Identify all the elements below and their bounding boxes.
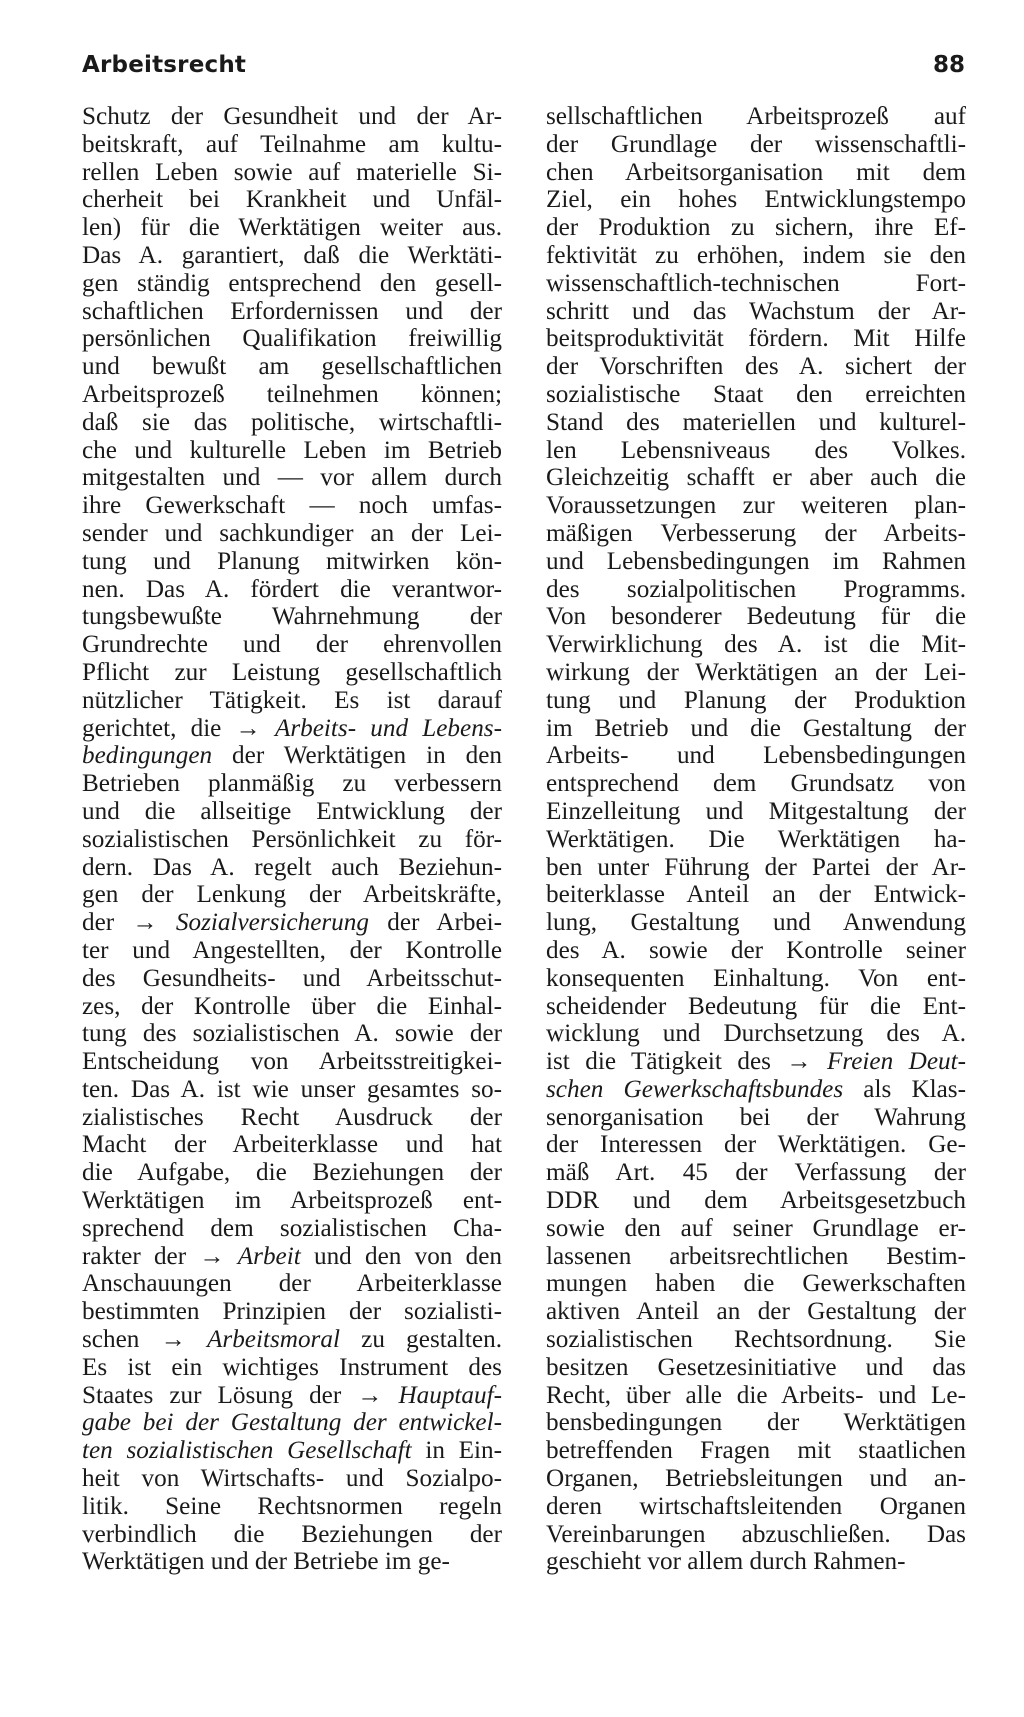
text-segment: schen → [82,1326,207,1354]
text-segment: und bewußt am gesellschaftlichen [82,353,502,381]
cross-reference: Freien Deut- [827,1048,966,1076]
text-column-right [546,103,966,1576]
text-segment: aktiven Anteil an der Gestaltung der [546,1298,966,1326]
text-line [82,1465,502,1493]
text-line [82,715,502,743]
text-line [82,464,502,492]
text-segment: entsprechend dem Grundsatz von [546,770,966,798]
text-line [546,131,966,159]
text-segment: in Ein- [411,1437,502,1465]
text-segment: fektivität zu erhöhen, indem sie den [546,241,966,269]
text-segment: und den von den [300,1242,502,1270]
text-line [546,798,966,826]
text-segment: che und kulturelle Leben im Betrieb [82,436,502,464]
text-line [82,798,502,826]
text-segment: sender und sachkundiger an der Lei- [82,519,502,547]
cross-reference: gabe bei der Gestaltung der entwickel- [82,1409,502,1437]
text-segment: dern. Das A. regelt auch Beziehun- [82,853,502,881]
text-segment: gerichtet, die → [82,714,275,742]
text-line [546,1076,966,1104]
text-segment: tungsbewußte Wahrnehmung der [82,603,502,631]
text-segment: bestimmten Prinzipien der sozialisti- [82,1298,502,1326]
text-segment: des Gesundheits- und Arbeitsschut- [82,964,502,992]
text-segment: sprechend dem sozialistischen Cha- [82,1214,502,1242]
cross-reference: bedingungen [82,742,213,770]
text-line [546,437,966,465]
text-line [546,1437,966,1465]
text-line [82,103,502,131]
text-segment: nen. Das A. fördert die verantwor- [82,575,502,603]
text-line [82,1048,502,1076]
text-line [82,993,502,1021]
text-line [546,659,966,687]
page-title: Arbeitsrecht [82,52,247,78]
text-line [82,492,502,520]
text-segment: Das A. garantiert, daß die Werktäti- [82,241,502,269]
text-line [82,1493,502,1521]
text-line [82,937,502,965]
text-segment: deren wirtschaftsleitenden Organen [546,1492,966,1520]
text-segment: rakter der → [82,1242,238,1270]
text-segment: geschieht vor allem durch Rahmen- [546,1548,906,1576]
text-line [546,1104,966,1132]
text-line [546,242,966,270]
text-segment: Recht, über alle die Arbeits- und Le- [546,1381,966,1409]
text-segment: lung, Gestaltung und Anwendung [546,909,966,937]
text-segment: die Aufgabe, die Beziehungen der [82,1159,502,1187]
cross-reference: Arbeit [237,1242,301,1270]
text-segment: Werktätigen. Die Werktätigen ha- [546,825,966,853]
cross-reference: ten sozialistischen Gesellschaft [82,1437,412,1465]
text-line [546,1048,966,1076]
text-segment: Vereinbarungen abzuschließen. Das [546,1520,966,1548]
text-line [546,687,966,715]
text-line [546,325,966,353]
text-line [82,353,502,381]
text-segment: schritt und das Wachstum der Ar- [546,297,966,325]
text-segment: Werktätigen und der Betriebe im ge- [82,1548,450,1576]
text-segment: Pflicht zur Leistung gesellschaftlich [82,658,502,686]
text-line [82,1437,502,1465]
text-line [546,1020,966,1048]
text-line [546,1382,966,1410]
text-segment: chen Arbeitsorganisation mit dem [546,158,966,186]
text-segment: der Produktion zu sichern, ihre Ef- [546,214,966,242]
cross-reference: Arbeitsmoral [207,1326,340,1354]
text-segment: Grundrechte und der ehrenvollen [82,631,502,659]
text-line [82,1409,502,1437]
text-line [546,965,966,993]
text-segment: tung und Planung der Produktion [546,686,966,714]
text-line [82,1159,502,1187]
text-segment: sozialistischen Rechtsordnung. Sie [546,1326,966,1354]
text-segment: senorganisation bei der Wahrung [546,1103,966,1131]
text-segment: der Werktätigen in den [212,742,502,770]
text-segment: Macht der Arbeiterklasse und hat [82,1131,502,1159]
text-segment: sozialistischen Persönlichkeit zu för- [82,825,502,853]
text-line [82,186,502,214]
text-segment: tung und Planung mitwirken kön- [82,547,502,575]
text-segment: Betrieben planmäßig zu verbessern [82,770,502,798]
text-segment: persönlichen Qualifikation freiwillig [82,325,502,353]
text-line [82,325,502,353]
text-segment: zialistisches Recht Ausdruck der [82,1103,502,1131]
text-line [82,576,502,604]
text-segment: Einzelleitung und Mitgestaltung der [546,797,966,825]
text-line [546,881,966,909]
text-line [546,1159,966,1187]
text-segment: Ziel, ein hohes Entwicklungstempo [546,186,966,214]
text-segment: ben unter Führung der Partei der Ar- [546,853,966,881]
text-segment: cherheit bei Krankheit und Unfäl- [82,186,502,214]
text-line [546,770,966,798]
text-line [82,1326,502,1354]
text-line [82,1243,502,1271]
text-line [82,214,502,242]
text-line [546,1243,966,1271]
text-line [82,1215,502,1243]
text-segment: Gleichzeitig schafft er aber auch die [546,464,966,492]
text-line [82,1187,502,1215]
text-line [82,298,502,326]
text-line [546,631,966,659]
text-line [546,298,966,326]
text-line [82,965,502,993]
text-line [546,186,966,214]
text-segment: gen ständig entsprechend den gesell- [82,269,502,297]
text-segment: beiterklasse Anteil an der Entwick- [546,881,966,909]
text-line [546,353,966,381]
text-line [82,242,502,270]
text-segment: Entscheidung von Arbeitsstreitigkei- [82,1048,502,1076]
text-line [82,520,502,548]
text-segment: ter und Angestellten, der Kontrolle [82,936,502,964]
text-segment: Es ist ein wichtiges Instrument des [82,1353,502,1381]
text-segment: sowie den auf seiner Grundlage er- [546,1214,966,1242]
text-segment: konsequenten Einhaltung. Von ent- [546,964,966,992]
text-segment: verbindlich die Beziehungen der [82,1520,502,1548]
text-line [546,103,966,131]
text-segment: beitsproduktivität fördern. Mit Hilfe [546,325,966,353]
text-segment: bensbedingungen der Werktätigen [546,1409,966,1437]
text-line [82,1104,502,1132]
text-segment: ihre Gewerkschaft — noch umfas- [82,492,502,520]
text-line [82,1076,502,1104]
text-line [82,409,502,437]
text-segment: betreffenden Fragen mit staatlichen [546,1437,966,1465]
text-line [546,1548,966,1576]
text-line [546,1131,966,1159]
text-line [82,687,502,715]
text-segment: heit von Wirtschafts- und Sozialpo- [82,1465,502,1493]
text-line [546,159,966,187]
text-segment: wirkung der Werktätigen an der Lei- [546,658,966,686]
text-segment: beitskraft, auf Teilnahme am kultu- [82,130,502,158]
page-number: 88 [932,52,965,78]
text-line [82,603,502,631]
text-line [82,548,502,576]
text-segment: des A. sowie der Kontrolle seiner [546,936,966,964]
text-line [82,770,502,798]
text-segment: mungen haben die Gewerkschaften [546,1270,966,1298]
text-line [546,214,966,242]
text-line [82,1131,502,1159]
text-line [82,881,502,909]
text-line [82,1270,502,1298]
text-segment: Schutz der Gesundheit und der Ar- [82,103,502,130]
text-segment: Von besonderer Bedeutung für die [546,603,966,631]
text-segment: Voraussetzungen zur weiteren plan- [546,492,966,520]
text-segment: Verwirklichung des A. ist die Mit- [546,631,966,659]
text-line [546,1298,966,1326]
text-segment: und die allseitige Entwicklung der [82,797,502,825]
text-line [546,409,966,437]
text-segment: mäßigen Verbesserung der Arbeits- [546,519,966,547]
text-segment: schaftlichen Erfordernissen und der [82,297,502,325]
text-line [82,159,502,187]
text-line [546,603,966,631]
text-line [546,1354,966,1382]
text-line [546,993,966,1021]
text-segment: Stand des materiellen und kulturel- [546,408,966,436]
text-line [546,1270,966,1298]
text-line [82,659,502,687]
text-line [82,381,502,409]
text-line [546,548,966,576]
text-segment: litik. Seine Rechtsnormen regeln [82,1492,502,1520]
text-line [546,1409,966,1437]
text-line [546,1521,966,1549]
text-segment: zes, der Kontrolle über die Einhal- [82,992,502,1020]
text-segment: Staates zur Lösung der → [82,1381,399,1409]
text-segment: Arbeitsprozeß teilnehmen können; [82,380,502,408]
text-column-left [82,103,502,1576]
text-line [546,381,966,409]
text-segment: Arbeits- und Lebensbedingungen [546,742,966,770]
text-line [546,909,966,937]
text-segment: der Interessen der Werktätigen. Ge- [546,1131,966,1159]
cross-reference: Hauptauf- [398,1381,502,1409]
text-line [82,437,502,465]
text-line [82,1354,502,1382]
text-segment: Anschauungen der Arbeiterklasse [82,1270,502,1298]
text-segment: Werktätigen im Arbeitsprozeß ent- [82,1187,502,1215]
text-line [546,520,966,548]
running-header [82,52,965,86]
text-line [546,1465,966,1493]
cross-reference: schen Gewerkschaftsbundes [546,1075,844,1103]
text-line [82,131,502,159]
text-segment: mäß Art. 45 der Verfassung der [546,1159,966,1187]
text-line [546,854,966,882]
text-segment: besitzen Gesetzesinitiative und das [546,1353,966,1381]
text-segment: als Klas- [843,1075,966,1103]
text-segment: tung des sozialistischen A. sowie der [82,1020,502,1048]
text-segment: der Grundlage der wissenschaftli- [546,130,966,158]
text-line [82,631,502,659]
text-segment: der Vorschriften des A. sichert der [546,353,966,381]
text-line [82,826,502,854]
text-line [82,742,502,770]
text-segment: ten. Das A. ist wie unser gesamtes so- [82,1075,502,1103]
text-line [546,464,966,492]
cross-reference: Sozialversicherung [175,909,369,937]
text-segment: der → [82,909,176,937]
text-line [546,826,966,854]
text-segment: wissenschaftlich-technischen Fort- [546,269,966,297]
text-segment: scheidender Bedeutung für die Ent- [546,992,966,1020]
text-segment: des sozialpolitischen Programms. [546,575,966,603]
text-line [546,1187,966,1215]
text-segment: sozialistische Staat den erreichten [546,380,966,408]
text-segment: len) für die Werktätigen weiter aus. [82,214,502,242]
text-segment: ist die Tätigkeit des → [546,1048,827,1076]
text-line [546,937,966,965]
text-segment: sellschaftlichen Arbeitsprozeß auf [546,103,966,130]
text-segment: DDR und dem Arbeitsgesetzbuch [546,1187,966,1215]
text-line [546,1215,966,1243]
text-segment: daß sie das politische, wirtschaftli- [82,408,502,436]
text-segment: und Lebensbedingungen im Rahmen [546,547,966,575]
text-line [82,1298,502,1326]
text-line [82,854,502,882]
text-segment: der Arbei- [368,909,502,937]
text-line [82,1548,502,1576]
text-line [546,576,966,604]
text-segment: gen der Lenkung der Arbeitskräfte, [82,881,502,909]
text-line [82,270,502,298]
text-segment: len Lebensniveaus des Volkes. [546,436,966,464]
text-line [82,1382,502,1410]
text-segment: im Betrieb und die Gestaltung der [546,714,966,742]
text-line [82,1521,502,1549]
text-line [546,270,966,298]
text-segment: wicklung und Durchsetzung des A. [546,1020,966,1048]
text-line [546,742,966,770]
text-line [546,1493,966,1521]
text-line [546,715,966,743]
text-line [82,909,502,937]
cross-reference: Arbeits- und Lebens- [274,714,502,742]
text-segment: Organen, Betriebsleitungen und an- [546,1465,966,1493]
text-line [82,1020,502,1048]
text-segment: lassenen arbeitsrechtlichen Bestim- [546,1242,966,1270]
text-segment: mitgestalten und — vor allem durch [82,464,502,492]
text-line [546,492,966,520]
text-segment: zu gestalten. [339,1326,502,1354]
text-line [546,1326,966,1354]
text-segment: nützlicher Tätigkeit. Es ist darauf [82,686,502,714]
text-segment: rellen Leben sowie auf materielle Si- [82,158,502,186]
